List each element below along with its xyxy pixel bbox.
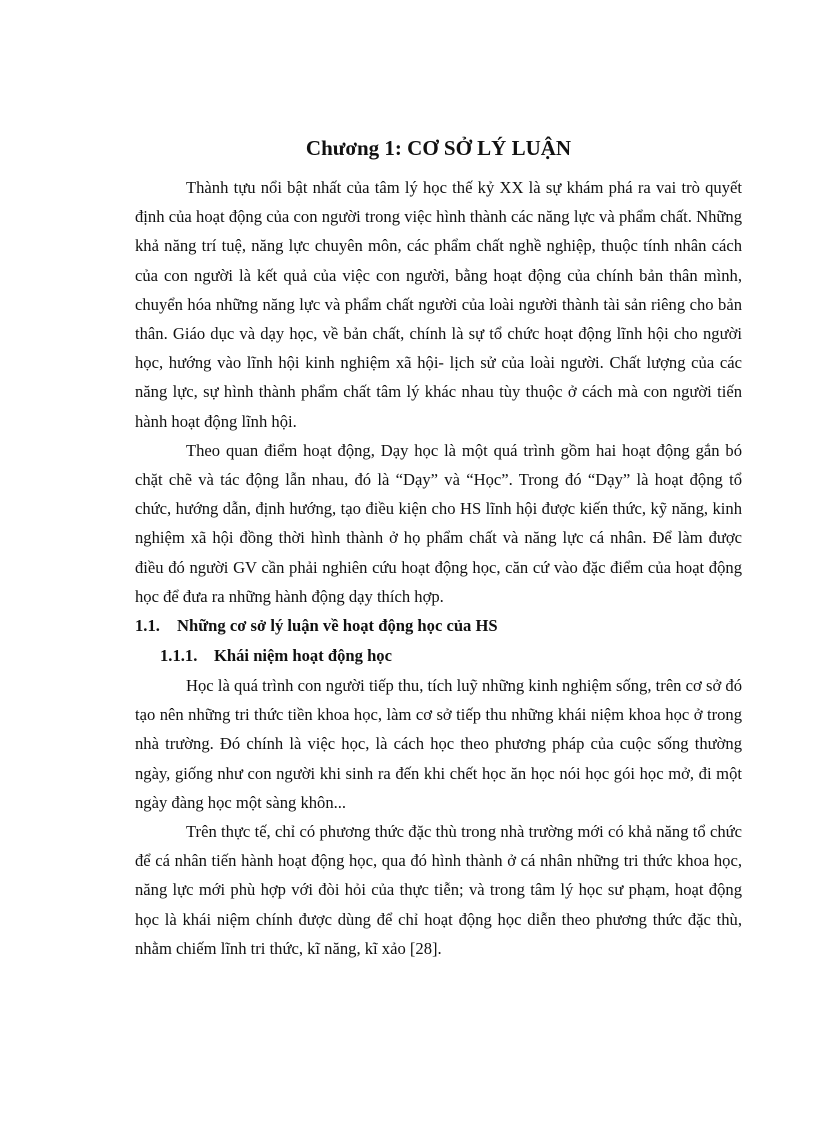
subsection-number: 1.1.1. <box>160 646 198 666</box>
intro-paragraph-1: Thành tựu nổi bật nhất của tâm lý học thế kỷ XX là sự khám phá ra vai trò quyết định của hoạt động của con người trong việc hình thành các năng lực và phẩm chất. Những khả năng trí tuệ, năng lực chuyên môn, các phẩm chất nghề nghiệp, thuộc tính nhân cách của con người là kết quả của việc con người, bằng hoạt động của chính bản thân mình, chuyển hóa những năng lực và phẩm chất người của loài người thành tài sản riêng cho bản thân. Giáo dục và dạy học, về bản chất, chính là sự tổ chức hoạt động lĩnh hội cho người học, hướng vào lĩnh hội kinh nghiệm xã hội- lịch sử của loài người. Chất lượng của các năng lực, sự hình thành phẩm chất tâm lý khác nhau tùy thuộc ở cách mà con người tiến hành hoạt động lĩnh hội. <box>135 178 742 431</box>
subsection-heading <box>135 641 742 671</box>
chapter-title: Chương 1: CƠ SỞ LÝ LUẬN <box>305 136 572 160</box>
intro-paragraph-2: Theo quan điểm hoạt động, Dạy học là một quá trình gồm hai hoạt động gắn bó chặt chẽ và tác động lẫn nhau, đó là “Dạy” và “Học”. Trong đó “Dạy” là hoạt động tổ chức, hướng dẫn, định hướng, tạo điều kiện cho HS lĩnh hội được kiến thức, kỹ năng, kinh nghiệm xã hội đồng thời hình thành ở họ phẩm chất và năng lực cá nhân. Để làm được điều đó người GV cần phải nghiên cứu hoạt động học, căn cứ vào đặc điểm của hoạt động học để đưa ra những hành động dạy thích hợp. <box>135 440 742 606</box>
body-paragraph-1: Học là quá trình con người tiếp thu, tích luỹ những kinh nghiệm sống, trên cơ sở đó tạo nên những tri thức tiền khoa học, làm cơ sở tiếp thu những khái niệm khoa học ở trong nhà trường. Đó chính là việc học, là cách học theo phương pháp của cuộc sống thường ngày, giống như con người khi sinh ra đến khi chết học ăn học nói học gói học mở, đi một ngày đàng học một sàng khôn... <box>135 676 742 812</box>
subsection-title: Khái niệm hoạt động học <box>214 646 392 666</box>
page-content <box>135 133 742 963</box>
section-heading <box>135 611 742 641</box>
body-paragraph-2: Trên thực tế, chỉ có phương thức đặc thù trong nhà trường mới có khả năng tổ chức để cá nhân tiến hành hoạt động học, qua đó hình thành ở cá nhân những tri thức khoa học, năng lực mới phù hợp với đòi hỏi của thực tiễn; và trong tâm lý học sư phạm, hoạt động học là khái niệm chính được dùng để chỉ hoạt động học diễn theo phương thức đặc thù, nhằm chiếm lĩnh tri thức, kĩ năng, kĩ xảo [28]. <box>135 822 742 958</box>
section-number: 1.1. <box>135 616 160 636</box>
section-title: Những cơ sở lý luận về hoạt động học của HS <box>177 616 498 636</box>
